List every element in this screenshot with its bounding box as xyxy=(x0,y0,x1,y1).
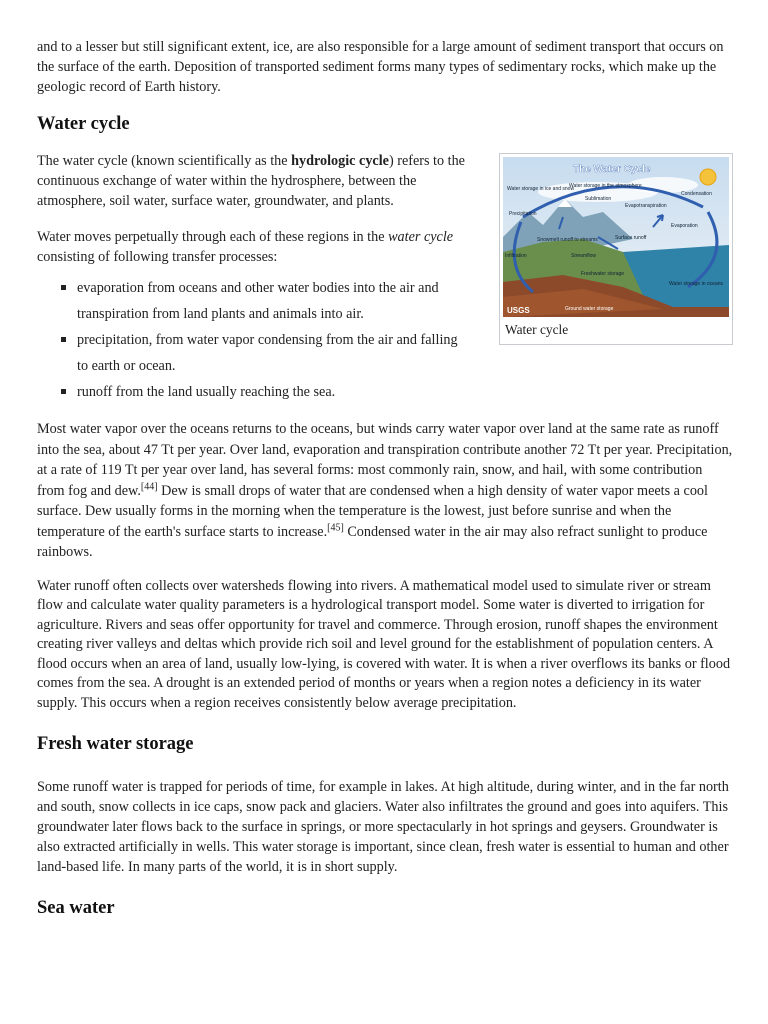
label-freshwater: Freshwater storage xyxy=(581,271,625,277)
list-item: precipitation, from water vapor condensing from the air and falling to earth or ocean. xyxy=(77,327,733,379)
water-vapor-paragraph: Most water vapor over the oceans returns to the oceans, but winds carry water vapor over land at the same rate as runoff into the sea, about 47 Tt per year. Over land, evaporation and transpiration contribute another 72 Tt per year. Precipitation, at a rate of 119 Tt per year over land, has several forms: most commonly rain, snow, and hail, with some contribution from fog and dew.[44] Dew is small drops of water that are condensed when a high density of water vapor meets a cool surface. Dew usually forms in the morning when the temperature is the lowest, just before sunrise and when the temperature of the earth's surface starts to increase.[45] Condensed water in the air may also refract sunlight to produce rainbows. xyxy=(37,421,733,560)
section-heading-sea-water: Sea water xyxy=(37,898,115,918)
reference-44-link[interactable]: [44] xyxy=(140,480,158,492)
sun-icon xyxy=(700,169,716,185)
reference-45-link[interactable]: [45] xyxy=(327,521,344,533)
diagram-title: The Water Cycle xyxy=(573,164,651,175)
section-heading-water-cycle: Water cycle xyxy=(37,114,130,134)
transfer-process-list xyxy=(37,275,733,405)
hydrologic-cycle-term: hydrologic cycle xyxy=(291,153,389,169)
label-evapotranspiration: Evapotranspiration xyxy=(625,203,667,209)
label-storage-oceans: Water storage in oceans xyxy=(669,281,724,287)
label-sublimation: Sublimation xyxy=(585,196,612,202)
label-precipitation: Precipitation xyxy=(509,211,537,217)
section-heading-fresh-water-storage: Fresh water storage xyxy=(37,734,194,754)
figure-caption: Water cycle xyxy=(505,322,569,337)
list-item: runoff from the land usually reaching the sea. xyxy=(77,379,733,405)
intro-paragraph: and to a lesser but still significant extent, ice, are also responsible for a large amount of sediment transport that occurs on the surface of the earth. Deposition of transported sediment forms many types of sedimentary rocks, which make up the geologic record of Earth history. xyxy=(37,39,724,95)
label-snowmelt: Snowmelt runoff to streams xyxy=(537,237,598,243)
fresh-water-paragraph: Some runoff water is trapped for periods of time, for example in lakes. At high altitude, during winter, and in the far north and south, snow collects in ice caps, snow pack and glaciers. Water also infiltrates the ground and goes into aquifers. This groundwater later flows back to the surface in springs, or more spectacularly in hot springs and geysers. Groundwater is also extracted artificially in wells. This water storage is important, since clean, fresh water is essential to human and other land-based life. In many parts of the world, it is in short supply. xyxy=(37,779,729,875)
water-cycle-paragraph-2: Water moves perpetually through each of these regions in the water cycle consisting of following transfer processes: xyxy=(37,229,454,265)
label-groundwater: Ground water storage xyxy=(565,306,614,312)
article-body xyxy=(37,37,733,921)
label-infiltration: Infiltration xyxy=(505,253,527,259)
water-cycle-paragraph-1: The water cycle (known scientifically as the hydrologic cycle) refers to the continuous exchange of water within the hydrosphere, between the atmosphere, soil water, surface water, groundwater, and plants. xyxy=(37,153,465,209)
label-evaporation: Evaporation xyxy=(671,223,698,229)
usgs-logo: USGS xyxy=(507,306,530,315)
label-storage-atmos: Water storage in the atmosphere xyxy=(569,183,642,189)
label-streamflow: Streamflow xyxy=(571,253,597,259)
label-surface-runoff: Surface runoff xyxy=(615,235,647,241)
list-item: evaporation from oceans and other water bodies into the air and transpiration from land plants and animals into air. xyxy=(77,275,733,327)
label-storage-ice: Water storage in ice and snow xyxy=(507,186,575,192)
label-condensation: Condensation xyxy=(681,191,712,197)
runoff-paragraph: Water runoff often collects over watersheds flowing into rivers. A mathematical model used to simulate river or stream flow and calculate water quality parameters is a hydrological transport model. Some water is diverted to irrigation for agriculture. Rivers and seas offer opportunity for travel and commerce. Through erosion, runoff shapes the environment creating river valleys and deltas which provide rich soil and level ground for the establishment of population centers. A flood occurs when an area of land, usually low-lying, is covered with water. It is when a river overflows its banks or flood comes from the sea. A drought is an extended period of months or years when a region notes a deficiency in its water supply. This occurs when a region receives consistently below average precipitation. xyxy=(37,577,731,711)
water-cycle-term: water cycle xyxy=(388,229,454,245)
